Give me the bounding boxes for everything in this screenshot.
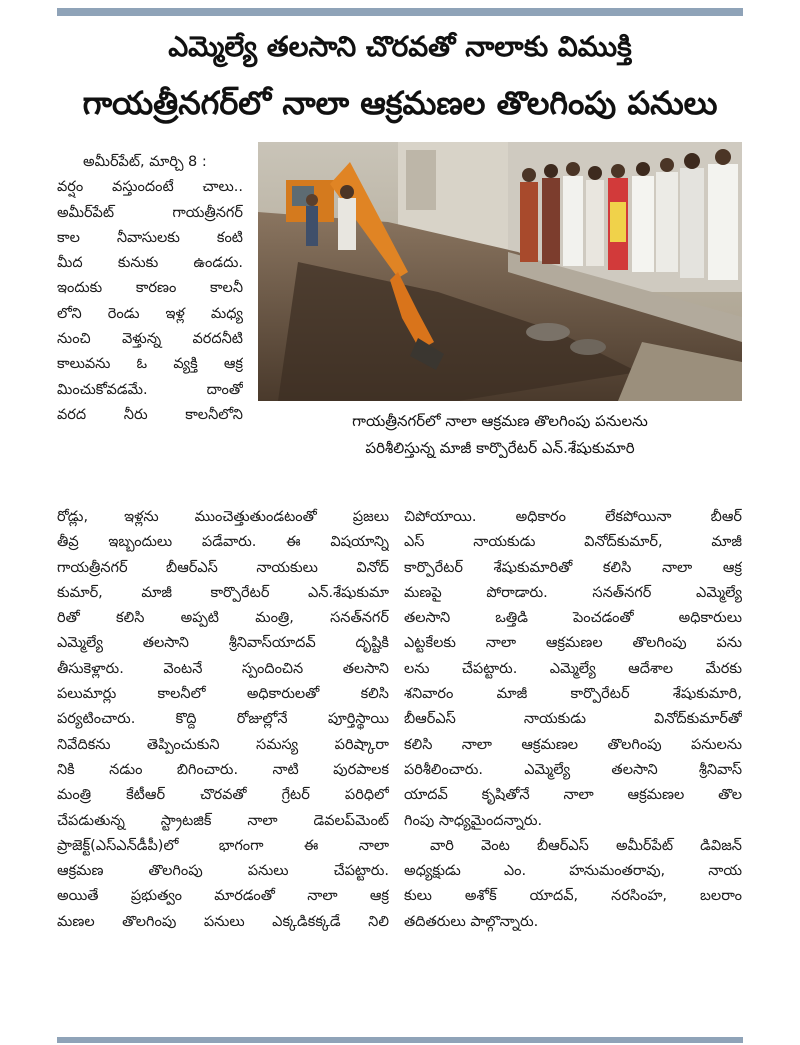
text-line: బీఆర్‌ఎస్ నాయకుడు వినోద్‌కుమార్‌తో xyxy=(404,711,742,728)
text-line: తీసుకెళ్లారు. వెంటనే స్పందించిన తలసాని xyxy=(57,660,389,677)
text-line: కాలువను ఓ వ్యక్తి ఆక్ర xyxy=(57,356,243,373)
text-line: కాల నీవాసులకు కంటి xyxy=(57,229,243,246)
bottom-rule xyxy=(57,1037,743,1043)
caption-line-1: గాయత్రీనగర్‌లో నాలా ఆక్రమణ తొలగింపు పనులను xyxy=(352,412,648,430)
photo-caption xyxy=(258,408,742,462)
text-line: గాయత్రీనగర్ బీఆర్‌ఎస్ నాయకులు వినోద్ xyxy=(57,559,389,576)
headline-kicker: ఎమ్మెల్యే తలసాని చొరవతో నాలాకు విముక్తి xyxy=(168,30,632,63)
dateline: అమీర్‌పేట్, మార్చి 8 : xyxy=(83,154,207,170)
text-line: చేపడుతున్న స్ట్రాటజిక్ నాలా డెవలప్‌మెంట్ xyxy=(57,812,389,829)
text-line: రితో కలిసి అప్పటి మంత్రి, సనత్‌నగర్ xyxy=(57,610,389,627)
article-column-2 xyxy=(57,505,389,935)
text-line: ఎట్టకేలకు నాలా ఆక్రమణల తొలగింపు పను xyxy=(404,635,742,652)
text-line: మంత్రి కేటీఆర్ చొరవతో గ్రేటర్ పరిధిలో xyxy=(57,787,389,804)
text-line: పరిశీలించారు. ఎమ్మెల్యే తలసాని శ్రీనివాస్ xyxy=(404,761,742,778)
text-line: శనివారం మాజీ కార్పొరేటర్ శేషుకుమారి, xyxy=(404,686,742,703)
text-line: తీవ్ర ఇబ్బందులు పడేవారు. ఈ విషయాన్ని xyxy=(57,534,389,551)
text-line: తలసాని ఒత్తిడి పెంచడంతో అధికారులు xyxy=(404,610,742,627)
text-line: లను చేపట్టారు. ఎమ్మెల్యే ఆదేశాల మేరకు xyxy=(404,660,742,677)
text-line: కలిసి నాలా ఆక్రమణల తొలగింపు పనులను xyxy=(404,736,742,753)
text-line: పర్యటించారు. కొద్ది రోజుల్లోనే పూర్తిస్థాయి xyxy=(57,711,389,728)
text-line: లోని రెండు ఇళ్ల మధ్య xyxy=(57,305,243,322)
top-rule xyxy=(57,8,743,16)
text-line: నికి నడుం బిగించారు. నాటి పురపాలక xyxy=(57,761,389,778)
text-line: ఆక్రమణ తొలగింపు పనులు చేపట్టారు. xyxy=(57,863,389,880)
text-line: రోడ్లు, ఇళ్లను ముంచెత్తుతుండటంతో ప్రజలు xyxy=(57,509,389,525)
text-line: నివేదికను తెప్పించుకుని సమస్య పరిష్కారా xyxy=(57,736,389,753)
text-line: ఇందుకు కారణం కాలనీ xyxy=(57,280,243,297)
headline-main: గాయత్రీనగర్‌లో నాలా ఆక్రమణల తొలగింపు పనులు xyxy=(82,84,718,122)
text-line: వర్షం వస్తుందంటే చాలు.. xyxy=(57,179,243,196)
text-line: వారి వెంట బీఆర్‌ఎస్ అమీర్‌పేట్ డివిజన్ xyxy=(430,837,742,854)
text-line: అమీర్‌పేట్ గాయత్రీనగర్ xyxy=(57,204,243,221)
text-line: మించుకోవడమే. దాంతో xyxy=(57,381,243,398)
text-line: ఎస్ నాయకుడు వినోద్‌కుమార్, మాజీ xyxy=(404,534,742,551)
text-line: మణపై పోరాడారు. సనత్‌నగర్ ఎమ్మెల్యే xyxy=(404,584,742,601)
text-line: యాదవ్ కృషితోనే నాలా ఆక్రమణల తొల xyxy=(404,787,742,804)
article-column-3 xyxy=(404,505,742,935)
text-line: నుంచి వెళ్తున్న వరదనీటి xyxy=(57,331,243,348)
text-line: తదితరులు పాల్గొన్నారు. xyxy=(404,913,539,930)
text-line: గింపు సాధ్యమైందన్నారు. xyxy=(404,812,543,829)
text-line: కులు అశోక్ యాదవ్, నరసింహ, బలరాం xyxy=(404,888,742,905)
news-photo xyxy=(258,142,742,401)
caption-line-2: పరిశీలిస్తున్న మాజీ కార్పొరేటర్ ఎన్.శేషుకుమారి xyxy=(365,439,635,457)
text-line: అయితే ప్రభుత్వం మారడంతో నాలా ఆక్ర xyxy=(57,888,389,905)
text-line: మణల తొలగింపు పనులు ఎక్కడికక్కడే నిలి xyxy=(57,913,389,930)
text-line: అధ్యక్షుడు ఎం. హనుమంతరావు, నాయ xyxy=(404,863,742,880)
text-line: మీద కునుకు ఉండదు. xyxy=(57,255,243,272)
text-line: ప్రాజెక్ట్(ఎస్‌ఎన్‌డీపీ)లో భాగంగా ఈ నాలా xyxy=(57,837,389,854)
text-line: చిపోయాయి. అధికారం లేకపోయినా బీఆర్ xyxy=(404,509,742,525)
text-line: ఎమ్మెల్యే తలసాని శ్రీనివాస్‌యాదవ్ దృష్టికి xyxy=(57,635,389,652)
text-line: కుమార్, మాజీ కార్పొరేటర్ ఎన్.శేషుకుమా xyxy=(57,584,389,601)
text-line: వరద నీరు కాలనీలోని xyxy=(57,406,243,423)
text-line: పలుమార్లు కాలనీలో అధికారులతో కలిసి xyxy=(57,686,389,703)
article-column-1 xyxy=(57,150,243,428)
text-line: కార్పొరేటర్ శేషుకుమారితో కలిసి నాలా ఆక్ర xyxy=(404,559,742,576)
